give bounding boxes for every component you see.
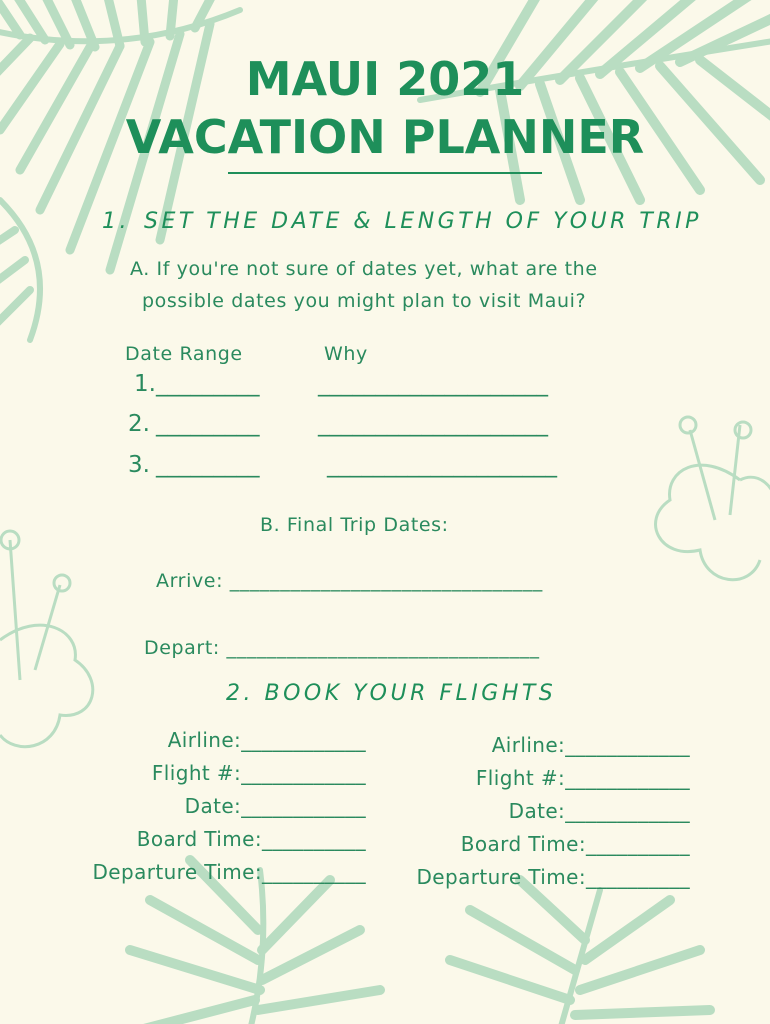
why-header: Why: [324, 343, 368, 365]
why-field[interactable]: ____________________: [327, 452, 557, 478]
date-field[interactable]: Date:____________: [508, 799, 690, 823]
arrive-field[interactable]: Arrive: _______________________________: [156, 570, 543, 592]
question-b: B. Final Trip Dates:: [260, 514, 449, 536]
page-title-line1: MAUI 2021: [245, 52, 525, 106]
flight-number-field[interactable]: Flight #:____________: [151, 761, 366, 785]
section2-heading: 2. BOOK YOUR FLIGHTS: [226, 681, 557, 706]
departure-time-field[interactable]: Departure Time:__________: [416, 865, 690, 889]
date-range-field[interactable]: _________: [156, 371, 260, 397]
departure-time-field[interactable]: Departure Time:__________: [92, 860, 366, 884]
row-label: 3.: [128, 452, 150, 478]
title-divider: [228, 172, 542, 174]
question-a-line2: possible dates you might plan to visit Maui?: [142, 290, 587, 312]
date-range-header: Date Range: [125, 343, 243, 365]
section1-number: 1.: [102, 209, 130, 234]
flight-number-field[interactable]: Flight #:____________: [475, 766, 690, 790]
section1-heading: SET THE DATE & LENGTH OF YOUR TRIP: [144, 209, 702, 234]
row-label: 1.: [134, 371, 156, 397]
airline-field[interactable]: Airline:____________: [167, 728, 366, 752]
why-field[interactable]: ____________________: [318, 371, 548, 397]
page-title-line2: VACATION PLANNER: [125, 110, 645, 164]
depart-field[interactable]: Depart: _______________________________: [144, 637, 540, 659]
why-field[interactable]: ____________________: [318, 411, 548, 437]
airline-field[interactable]: Airline:____________: [491, 733, 690, 757]
board-time-field[interactable]: Board Time:__________: [136, 827, 366, 851]
date-range-field[interactable]: _________: [156, 411, 260, 437]
board-time-field[interactable]: Board Time:__________: [460, 832, 690, 856]
date-range-field[interactable]: _________: [156, 452, 260, 478]
question-a-line1: A. If you're not sure of dates yet, what are the: [130, 258, 598, 280]
date-field[interactable]: Date:____________: [184, 794, 366, 818]
row-label: 2.: [128, 411, 150, 437]
